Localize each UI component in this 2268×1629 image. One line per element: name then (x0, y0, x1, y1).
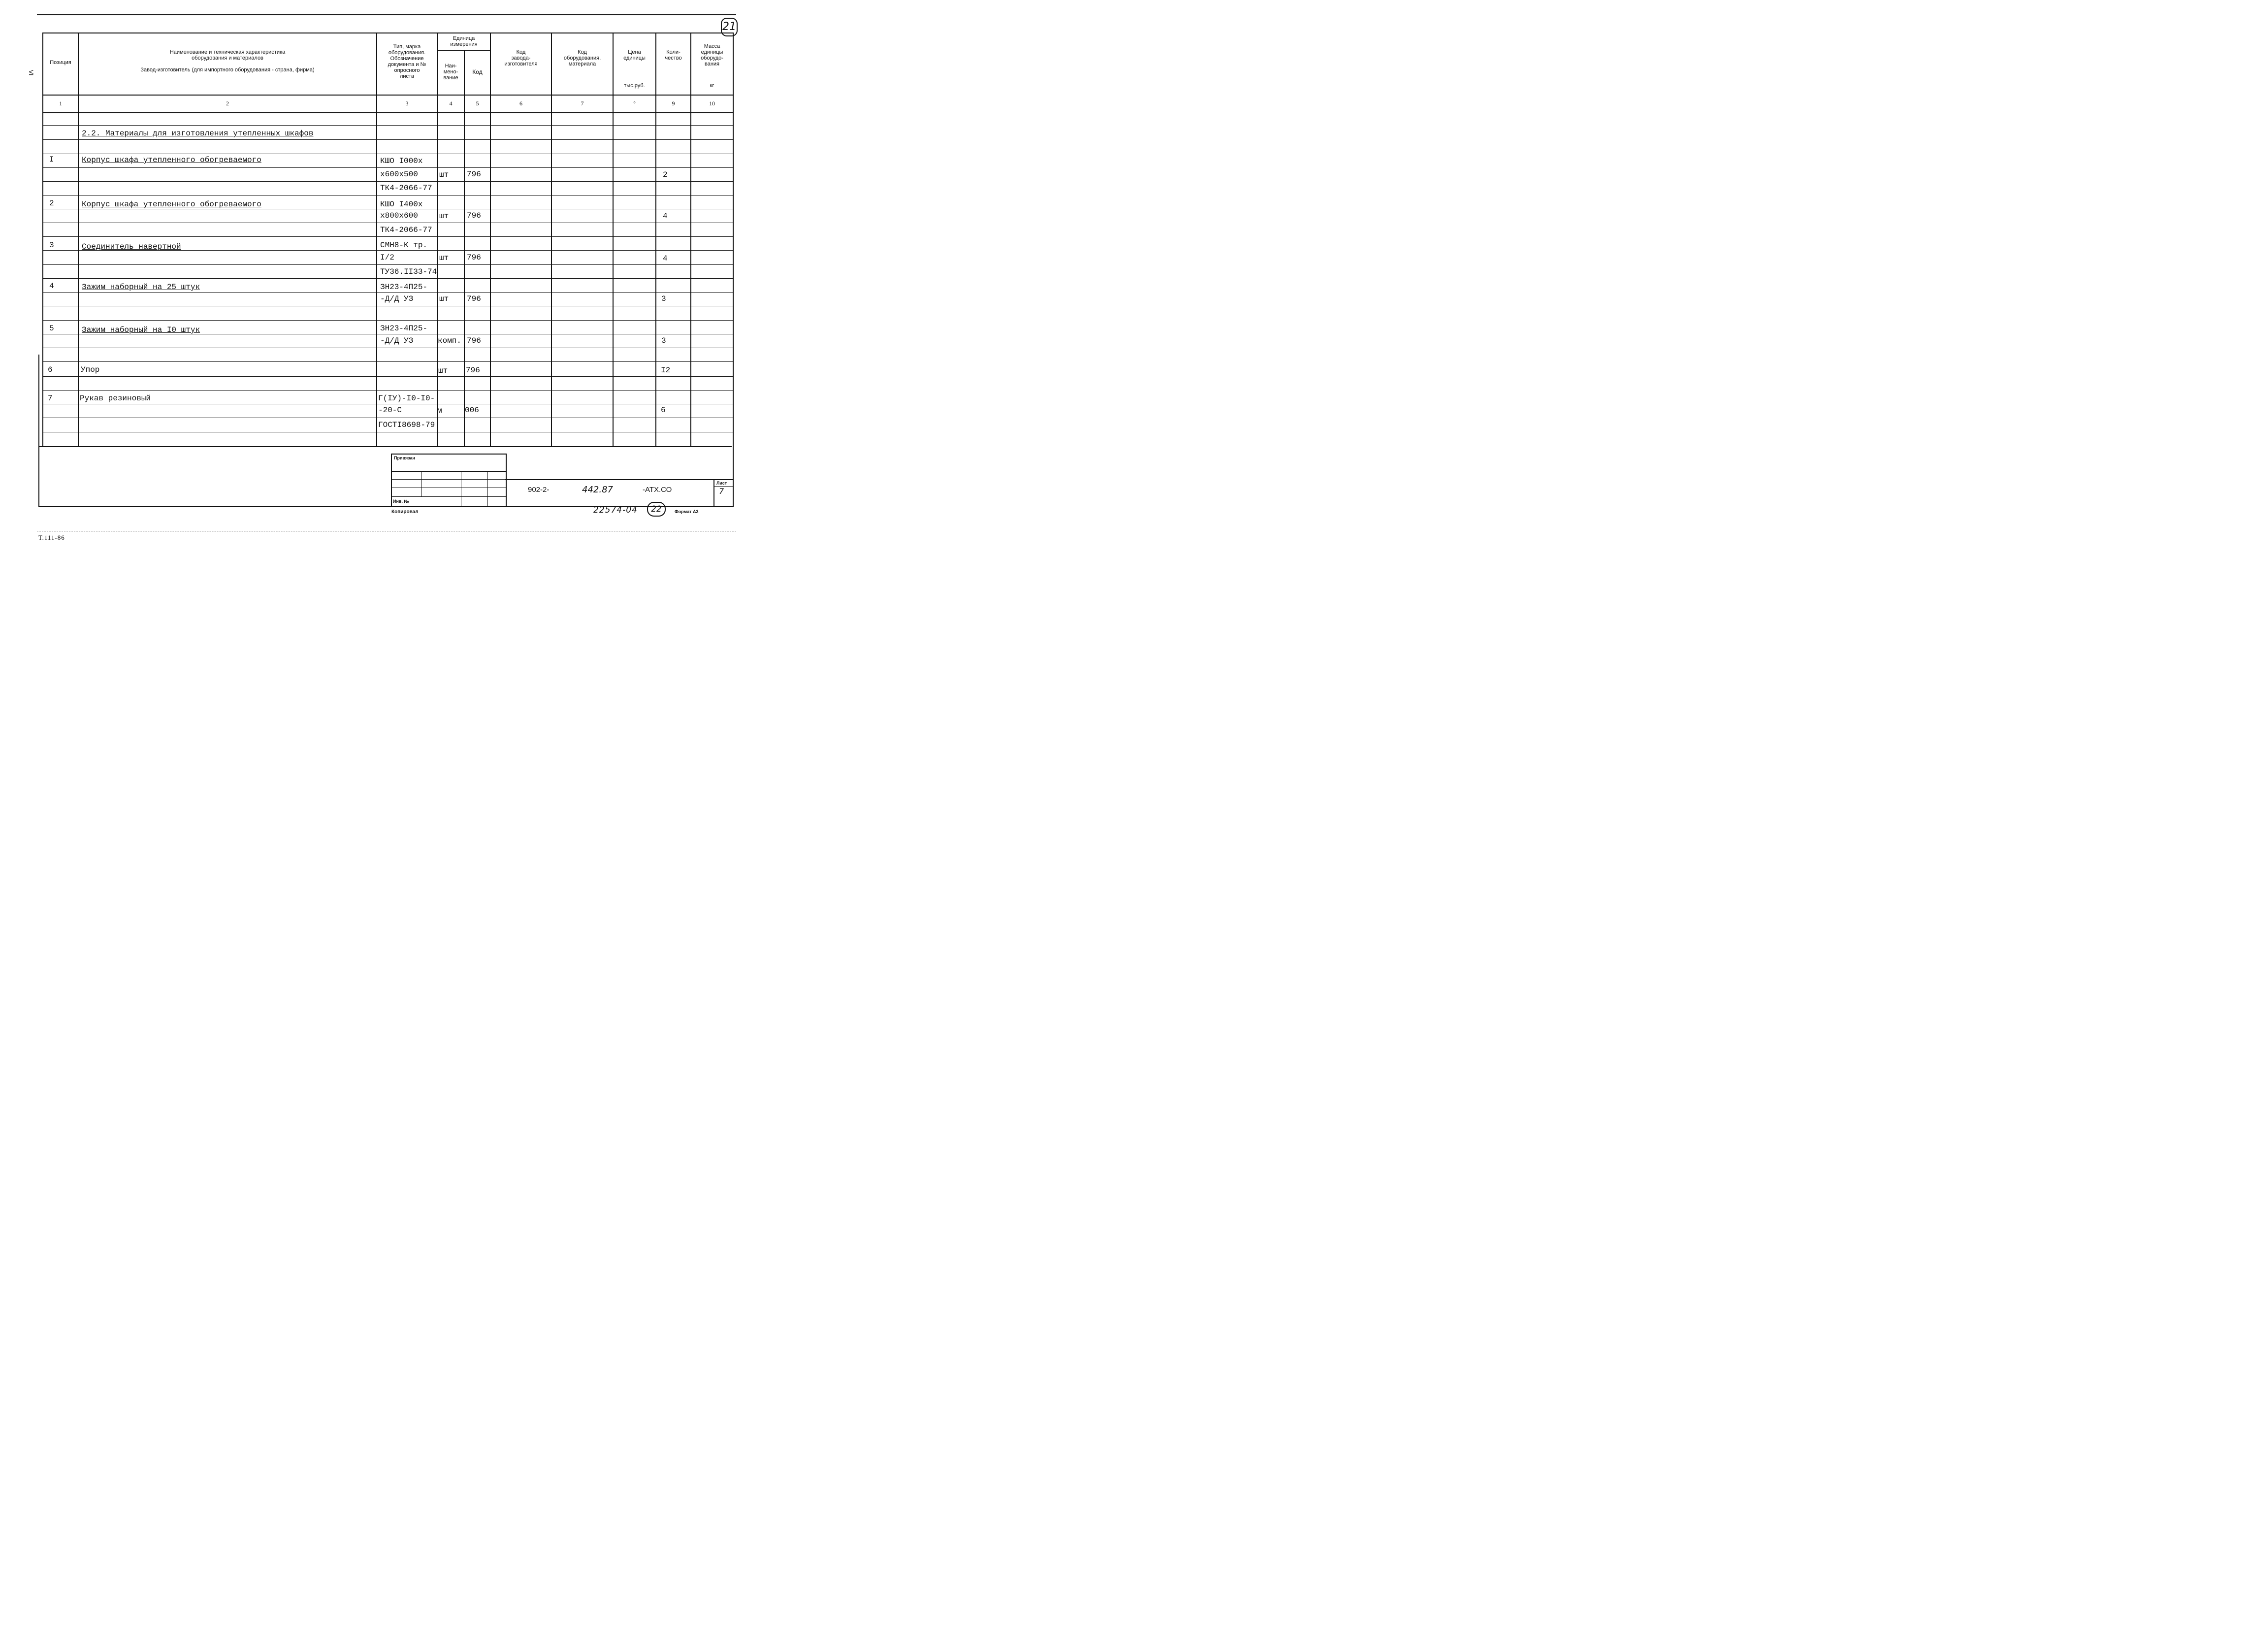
col-number: 2 (226, 100, 229, 107)
item-unit: комп. (438, 336, 462, 345)
header-unit-code: Код (472, 68, 483, 75)
header-name: Наименование и техническая характеристика оборудования и материалов Завод-изготовитель (для импортного оборудования - страна, фирма) (140, 49, 315, 73)
item-quantity: 4 (663, 254, 668, 263)
sheet-corner-number: 21 (721, 18, 738, 36)
item-unit-code: 796 (467, 211, 481, 220)
item-type: ЗН23-4П25- (380, 283, 428, 292)
col-number: 7 (581, 100, 584, 107)
header-unit-name: Наи- мено- вание (443, 63, 458, 81)
item-type: х800х600 (380, 211, 418, 220)
item-quantity: 4 (663, 212, 668, 221)
item-unit: шт (439, 294, 449, 303)
item-type: -Д/Д УЗ (380, 336, 414, 345)
item-quantity: 3 (661, 294, 666, 303)
item-unit-code: 796 (467, 336, 481, 345)
privyazan-label: Привязан (394, 456, 415, 460)
item-unit-code: 796 (466, 366, 480, 375)
col-number: ° (633, 100, 636, 107)
item-type: КШО I400х (380, 200, 423, 209)
item-unit: шт (439, 212, 449, 221)
header-mass-unit: кг (710, 83, 714, 89)
item-name: Корпус шкафа утепленного обогреваемого (82, 156, 261, 164)
item-position: I (49, 155, 54, 164)
item-type: -20-С (378, 406, 402, 415)
header-maker-code: Код завода- изготовителя (504, 49, 538, 67)
item-position: 2 (49, 199, 54, 208)
item-type: ГОСТI8698-79 (378, 421, 435, 429)
archive-number: 22574-04 (593, 505, 638, 515)
item-position: 4 (49, 282, 54, 291)
item-type: СМН8-К тр. (380, 241, 428, 250)
header-material-code: Код оборудования, материала (563, 49, 601, 67)
item-name: Зажим наборный на I0 штук (82, 326, 200, 334)
item-quantity: 6 (661, 406, 666, 415)
header-quantity: Коли- чество (665, 49, 682, 61)
item-name: Рукав резиновый (80, 394, 151, 403)
item-unit-code: 796 (467, 253, 481, 262)
item-type: х600х500 (380, 170, 418, 179)
section-title: 2.2. Материалы для изготовления утепленных шкафов (82, 129, 314, 138)
item-unit-code: 006 (465, 406, 479, 415)
item-quantity: 3 (661, 336, 666, 345)
item-unit: шт (438, 366, 448, 375)
item-quantity: I2 (661, 366, 671, 375)
col-number: 1 (59, 100, 62, 107)
col-number: 9 (672, 100, 675, 107)
item-name: Упор (81, 365, 100, 374)
item-position: 3 (49, 241, 54, 250)
col-number: 6 (519, 100, 522, 107)
side-mark: VI (28, 70, 34, 76)
item-name: Соединитель навертной (82, 242, 181, 251)
format-label: Формат А3 (675, 509, 699, 514)
item-type: ТК4-2066-77 (380, 226, 432, 234)
col-number: 10 (709, 100, 715, 107)
item-position: 5 (49, 324, 54, 333)
header-unit-group: Единица измерения (450, 35, 478, 47)
item-position: 6 (48, 365, 53, 374)
item-name: Корпус шкафа утепленного обогреваемого (82, 200, 261, 209)
form-code: Т.111-86 (38, 534, 65, 541)
item-type: ЗН23-4П25- (380, 324, 428, 333)
doc-prefix: 902-2- (528, 486, 550, 494)
header-mass: Масса единицы оборудо- вания (701, 43, 723, 67)
binding-stamp (391, 454, 507, 506)
col-number: 3 (405, 100, 409, 107)
item-unit: м (437, 406, 442, 415)
item-quantity: 2 (663, 170, 668, 179)
item-type: I/2 (380, 253, 394, 262)
item-type: Г(IУ)-I0-I0- (378, 394, 435, 403)
item-type: -Д/Д УЗ (380, 294, 414, 303)
header-price-unit: тыс.руб. (624, 83, 645, 89)
item-type: ТУ36.II33-74 (380, 267, 437, 276)
col-number: 5 (476, 100, 479, 107)
doc-number: 442.87 (582, 485, 613, 495)
page-circle: 22 (647, 502, 666, 517)
sheet-value: 7 (719, 487, 724, 496)
inventory-number-label: Инв. № (393, 499, 409, 504)
sheet-label: Лист (716, 481, 727, 486)
copied-by-label: Копировал (391, 509, 419, 515)
item-unit: шт (439, 170, 449, 179)
header-position: Позиция (50, 60, 71, 65)
item-name: Зажим наборный на 25 штук (82, 283, 200, 292)
item-unit-code: 796 (467, 170, 481, 179)
header-type: Тип, марка оборудования. Обозначение документа и № опросного листа (388, 44, 426, 79)
col-number: 4 (449, 100, 453, 107)
item-type: ТК4-2066-77 (380, 184, 432, 193)
item-unit: шт (439, 254, 449, 262)
item-position: 7 (48, 394, 53, 403)
item-type: КШО I000х (380, 157, 423, 165)
item-unit-code: 796 (467, 294, 481, 303)
header-price: Цена единицы (623, 49, 646, 61)
doc-suffix: -АТХ.СО (643, 486, 672, 494)
